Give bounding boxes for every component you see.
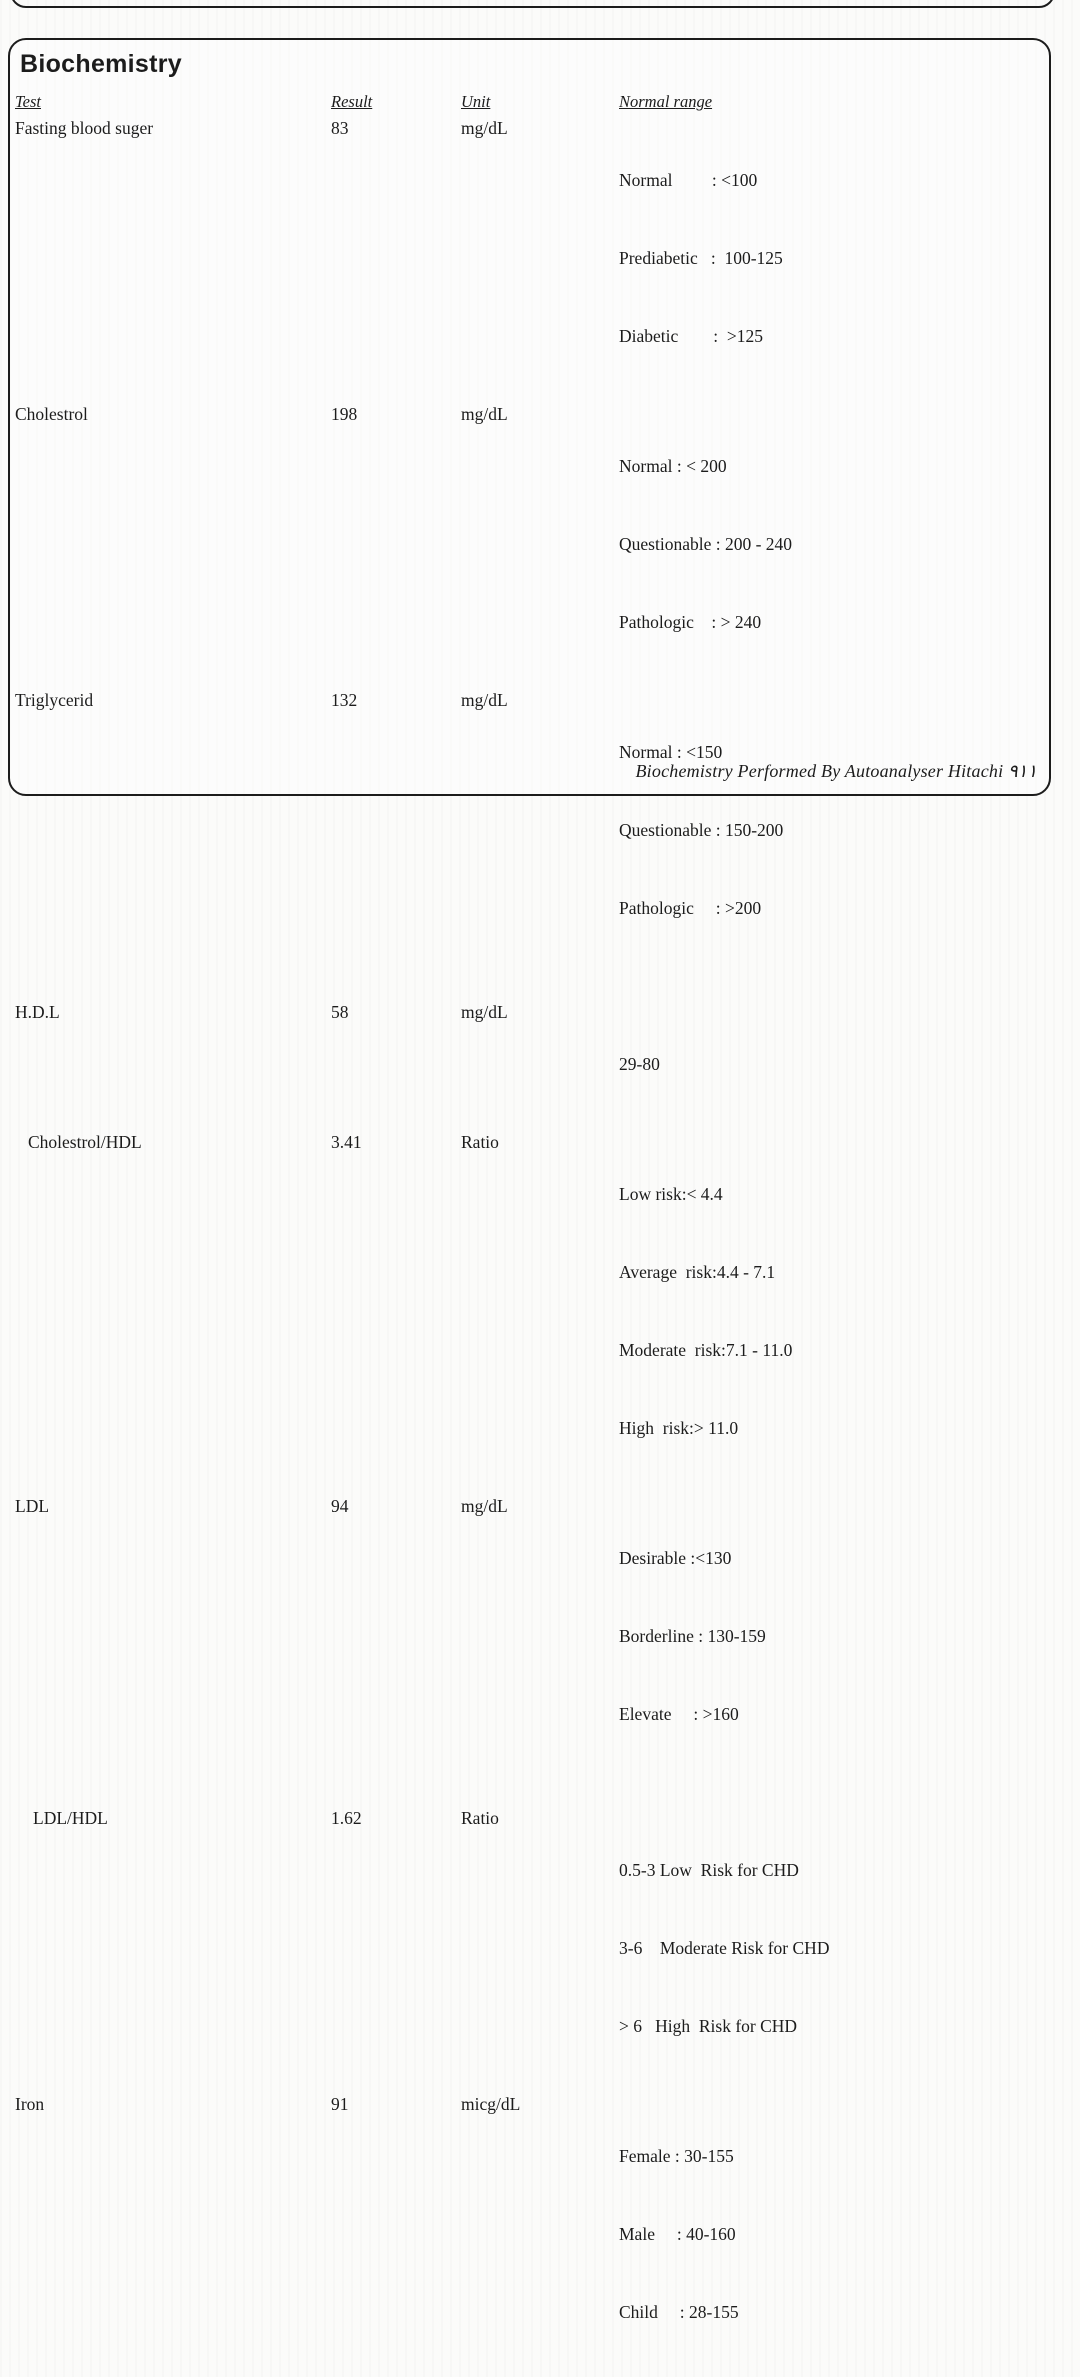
normal-range-line: Prediabetic : 100-125 <box>619 248 783 268</box>
test-normal-range <box>619 1805 1049 2091</box>
test-row-cholesterol <box>10 401 1049 687</box>
test-result: 3.41 <box>331 1132 362 1152</box>
test-row-ldl <box>10 1493 1049 1779</box>
test-row-cholesterol-hdl-ratio <box>10 1129 1049 1493</box>
test-result: 1.62 <box>331 1808 362 1828</box>
normal-range-line: Borderline : 130-159 <box>619 1626 766 1646</box>
normal-range-line: 29-80 <box>619 1054 660 1074</box>
normal-range-line: Average risk:4.4 - 7.1 <box>619 1262 776 1282</box>
test-name: Triglycerid <box>15 690 94 710</box>
test-result: 58 <box>331 1002 349 1022</box>
normal-range-line: > 6 High Risk for CHD <box>619 2016 798 2036</box>
test-row-ldl-hdl-ratio <box>10 1805 1049 2091</box>
normal-range-line: Questionable : 200 - 240 <box>619 534 793 554</box>
test-unit: Ratio <box>461 1132 499 1152</box>
normal-range-line: Pathologic : >200 <box>619 898 762 918</box>
normal-range-line: Female : 30-155 <box>619 2146 734 2166</box>
normal-range-line: Normal : < 200 <box>619 456 727 476</box>
normal-range-line: Male : 40-160 <box>619 2224 736 2244</box>
test-result: 198 <box>331 404 358 424</box>
normal-range-line: Low risk:< 4.4 <box>619 1184 723 1204</box>
section-title: Biochemistry <box>20 50 182 78</box>
test-result: 132 <box>331 690 358 710</box>
normal-range-line: 3-6 Moderate Risk for CHD <box>619 1938 830 1958</box>
test-normal-range <box>619 999 1049 1129</box>
test-unit: mg/dL <box>461 404 508 424</box>
normal-range-line: High risk:> 11.0 <box>619 1418 739 1438</box>
test-unit: Ratio <box>461 1808 499 1828</box>
test-name: Cholestrol/HDL <box>28 1132 142 1152</box>
test-normal-range <box>619 115 1049 401</box>
normal-range-line: Elevate : >160 <box>619 1704 739 1724</box>
test-name: Iron <box>15 2094 45 2114</box>
test-name: H.D.L <box>15 1002 60 1022</box>
test-row-hdl <box>10 999 1049 1129</box>
normal-range-line: Normal : <150 <box>619 742 723 762</box>
test-normal-range <box>619 2091 1049 2377</box>
test-result: 91 <box>331 2094 349 2114</box>
test-normal-range <box>619 687 1049 973</box>
normal-range-line: Child : 28-155 <box>619 2302 739 2322</box>
previous-section-box-bottom-edge <box>10 0 1055 8</box>
test-normal-range <box>619 401 1049 687</box>
test-row-fasting-blood-sugar <box>10 115 1049 401</box>
test-row-triglyceride <box>10 687 1049 973</box>
normal-range-line: Moderate risk:7.1 - 11.0 <box>619 1340 793 1360</box>
normal-range-line: Desirable :<130 <box>619 1548 732 1568</box>
column-header-normal-range: Normal range <box>619 92 713 111</box>
normal-range-line: Questionable : 150-200 <box>619 820 784 840</box>
test-name: Fasting blood suger <box>15 118 154 138</box>
test-unit: mg/dL <box>461 1496 508 1516</box>
test-unit: micg/dL <box>461 2094 521 2114</box>
test-name: LDL/HDL <box>33 1808 108 1828</box>
table-header-row <box>10 89 1049 115</box>
test-name: LDL <box>15 1496 50 1516</box>
test-unit: mg/dL <box>461 118 508 138</box>
normal-range-line: Diabetic : >125 <box>619 326 764 346</box>
column-header-test: Test <box>15 92 41 111</box>
test-normal-range <box>619 1493 1049 1779</box>
test-result: 94 <box>331 1496 349 1516</box>
test-result: 83 <box>331 118 349 138</box>
column-header-result: Result <box>331 92 373 111</box>
normal-range-line: Pathologic : > 240 <box>619 612 762 632</box>
normal-range-line: 0.5-3 Low Risk for CHD <box>619 1860 799 1880</box>
column-header-unit: Unit <box>461 92 491 111</box>
biochemistry-report-panel <box>8 38 1051 2322</box>
test-name: Cholestrol <box>15 404 88 424</box>
test-unit: mg/dL <box>461 690 508 710</box>
test-normal-range <box>619 1129 1049 1493</box>
test-unit: mg/dL <box>461 1002 508 1022</box>
normal-range-line: Normal : <100 <box>619 170 758 190</box>
footer-note: Biochemistry Performed By Autoanalyser Hitachi ٩١١ <box>635 761 1037 781</box>
test-row-iron <box>10 2091 1049 2377</box>
